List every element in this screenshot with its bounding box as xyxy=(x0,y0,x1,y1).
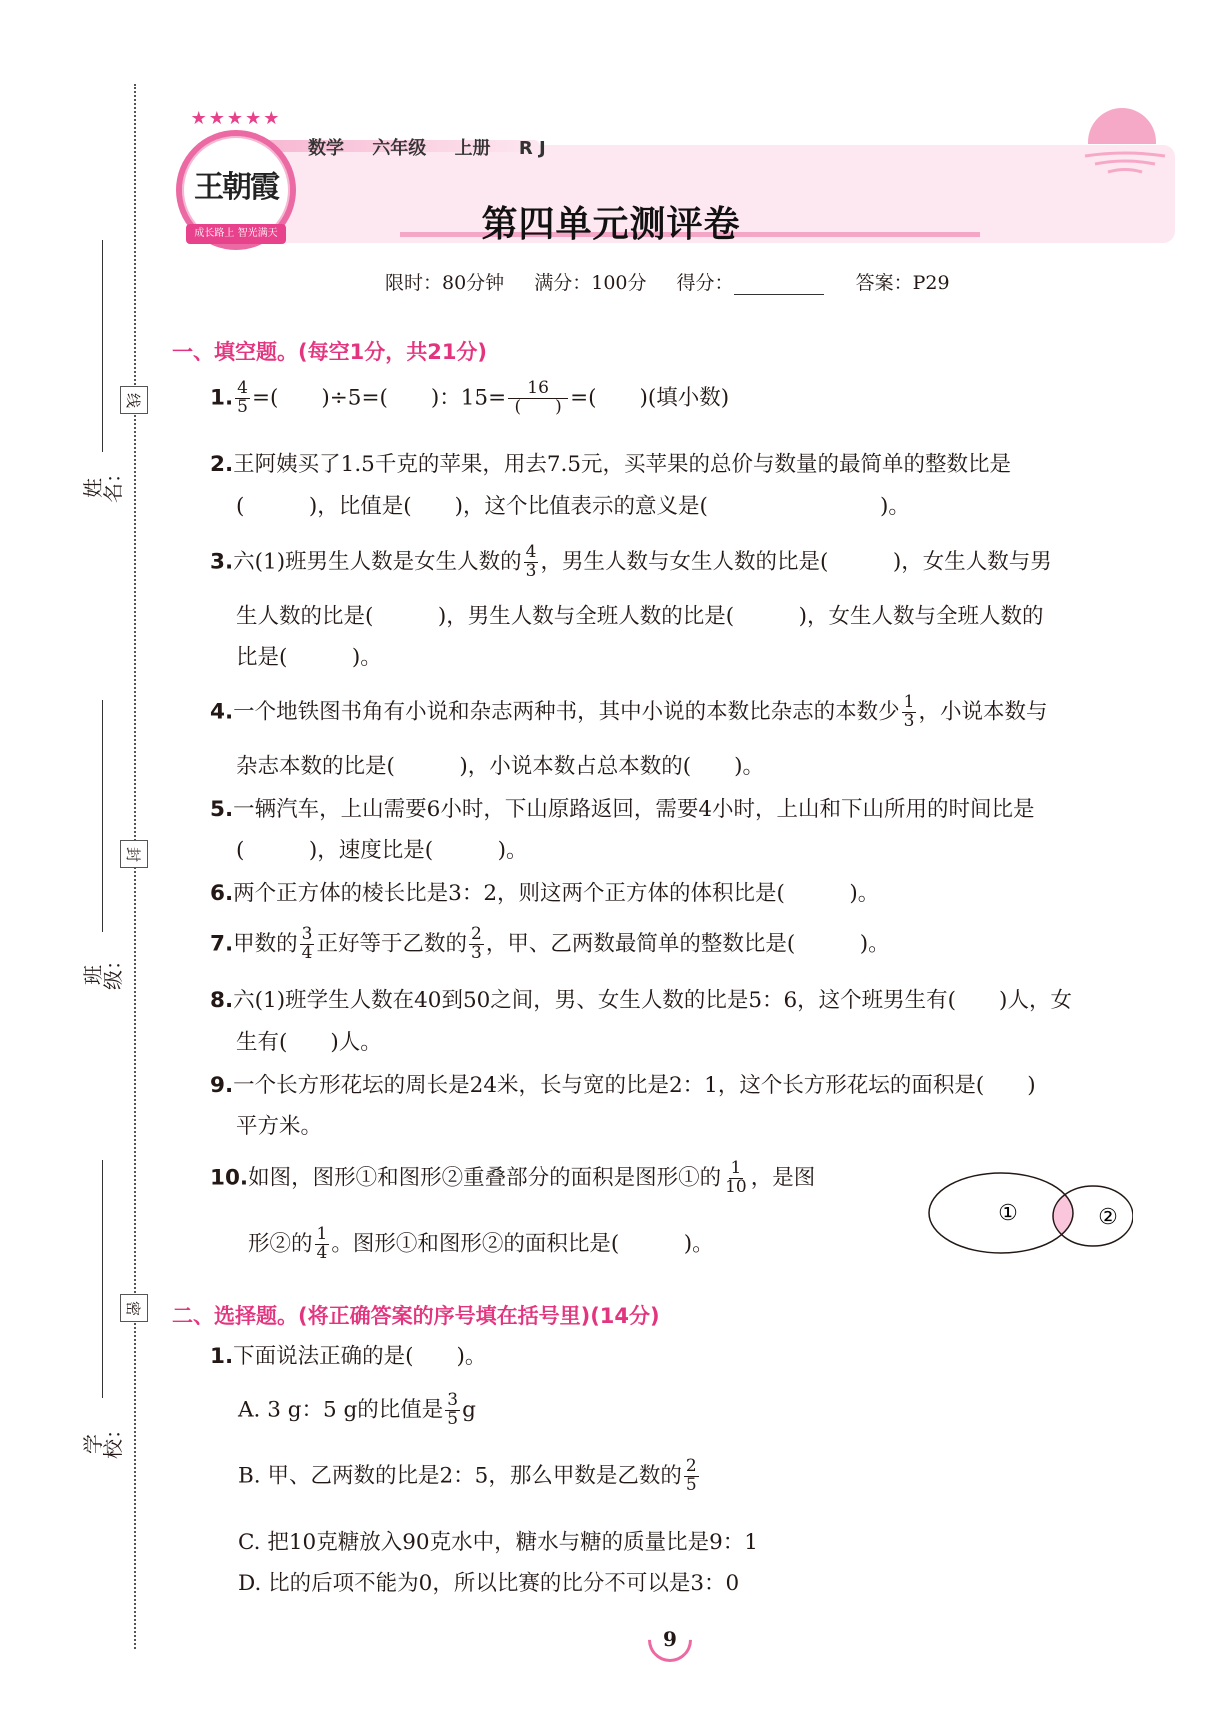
section1-title: 一、填空题。(每空1分，共21分) xyxy=(172,340,488,364)
fraction: $\frac{4}{5}$ xyxy=(237,378,248,417)
question-3-line2: 生人数的比是( )，男生人数与全班人数的比是( )，女生人数与全班人数的 xyxy=(236,604,1044,629)
fraction: $\frac{2}{5}$ xyxy=(685,1456,697,1495)
option-d[interactable]: D. 比的后项不能为0，所以比赛的比分不可以是3：0 xyxy=(238,1571,740,1596)
question-s2-1: 1.下面说法正确的是( )。 xyxy=(210,1344,487,1369)
option-c[interactable]: C. 把10克糖放入90克水中，糖水与糖的质量比是9：1 xyxy=(238,1530,758,1555)
question-7: 7.甲数的 $\frac{3}{4}$ 正好等于乙数的 $\frac{2}{3}$ ，甲、乙两数最简单的整数比是( )。 xyxy=(210,924,890,963)
exam-meta xyxy=(385,268,974,295)
question-10-line2: 形②的 $\frac{1}{4}$ 。图形①和图形②的面积比是( )。 xyxy=(248,1224,714,1263)
logo-stars-icon: ★★★★★ xyxy=(190,108,282,129)
class-fill-line[interactable] xyxy=(102,700,103,932)
question-4-line2: 杂志本数的比是( )，小说本数占总本数的( )。 xyxy=(236,754,765,779)
question-8-line2: 生有( )人。 xyxy=(236,1030,382,1055)
fraction: $\frac{1}{10}$ xyxy=(725,1158,747,1197)
page-number: 9 xyxy=(663,1627,677,1651)
time-limit: 限时：80分钟 xyxy=(385,272,505,294)
book-subject: 数学 xyxy=(308,138,344,159)
question-2: 2.王阿姨买了1.5千克的苹果，用去7.5元，买苹果的总价与数量的最简单的整数比是 xyxy=(210,452,1012,477)
book-info xyxy=(308,134,568,160)
fraction: $\frac{16}{( )}$ xyxy=(508,380,568,417)
book-edition: R J xyxy=(518,138,546,159)
question-3-line3: 比是( )。 xyxy=(236,645,382,670)
score-field[interactable] xyxy=(734,277,824,295)
full-score: 满分：100分 xyxy=(534,272,647,294)
water-waves-icon xyxy=(1080,150,1170,180)
binding-mark-xian: 线 xyxy=(120,386,148,414)
name-fill-line[interactable] xyxy=(102,240,103,452)
book-grade: 六年级 xyxy=(372,138,427,159)
question-2-line2: ( )，比值是( )，这个比值表示的意义是( )。 xyxy=(236,494,910,519)
book-volume: 上册 xyxy=(454,138,491,159)
question-10: 10.如图，图形①和图形②重叠部分的面积是图形①的 $\frac{1}{10}$ ，是图 xyxy=(210,1158,816,1197)
fraction: $\frac{3}{4}$ xyxy=(301,924,313,963)
question-6: 6.两个正方体的棱长比是3：2，则这两个正方体的体积比是( )。 xyxy=(210,881,880,906)
fraction: $\frac{1}{3}$ xyxy=(903,692,915,731)
option-a[interactable]: A. 3 g：5 g的比值是 $\frac{3}{5}$ g xyxy=(238,1390,476,1429)
question-8: 8.六(1)班学生人数在40到50之间，男、女生人数的比是5：6，这个班男生有( )人，女 xyxy=(210,988,1072,1013)
logo-brand-text: 王朝霞 xyxy=(194,170,278,205)
school-fill-line[interactable] xyxy=(102,1160,103,1398)
answer-ref: 答案：P29 xyxy=(855,272,950,294)
question-3: 3.六(1)班男生人数是女生人数的 $\frac{4}{3}$ ，男生人数与女生人数的比是( )，女生人数与男 xyxy=(210,542,1052,581)
score-label: 得分： xyxy=(676,272,734,294)
fraction: $\frac{4}{3}$ xyxy=(525,542,537,581)
logo-ribbon: 成长路上 智光满天 xyxy=(186,224,286,244)
question-5: 5.一辆汽车，上山需要6小时，下山原路返回，需要4小时，上山和下山所用的时间比是 xyxy=(210,797,1035,822)
section2-title: 二、选择题。(将正确答案的序号填在括号里)(14分) xyxy=(172,1304,660,1328)
page-title: 第四单元测评卷 xyxy=(481,204,741,245)
binding-mark-mi: 密 xyxy=(120,1294,148,1322)
fraction: $\frac{2}{3}$ xyxy=(471,924,482,963)
shape-2-label: ② xyxy=(1098,1205,1118,1230)
question-4: 4.一个地铁图书角有小说和杂志两种书，其中小说的本数比杂志的本数少 $\frac{1}{3}$ ，小说本数与 xyxy=(210,692,1048,731)
question-1: 1. $\frac{4}{5}$ =( )÷5=( )：15= $\frac{16}{( )}$ =( )(填小数) xyxy=(210,378,730,417)
question-5-line2: ( )，速度比是( )。 xyxy=(236,838,528,863)
venn-diagram xyxy=(928,1168,1133,1268)
question-9-line2: 平方米。 xyxy=(236,1114,323,1139)
fraction: $\frac{1}{4}$ xyxy=(316,1224,328,1263)
sunset-icon xyxy=(1088,108,1156,144)
fraction: $\frac{3}{5}$ xyxy=(447,1390,459,1429)
option-b[interactable]: B. 甲、乙两数的比是2：5，那么甲数是乙数的 $\frac{2}{5}$ xyxy=(238,1456,697,1495)
question-9: 9.一个长方形花坛的周长是24米，长与宽的比是2：1，这个长方形花坛的面积是( ) xyxy=(210,1073,1036,1098)
binding-mark-feng: 封 xyxy=(120,840,148,868)
shape-1-label: ① xyxy=(998,1201,1018,1226)
